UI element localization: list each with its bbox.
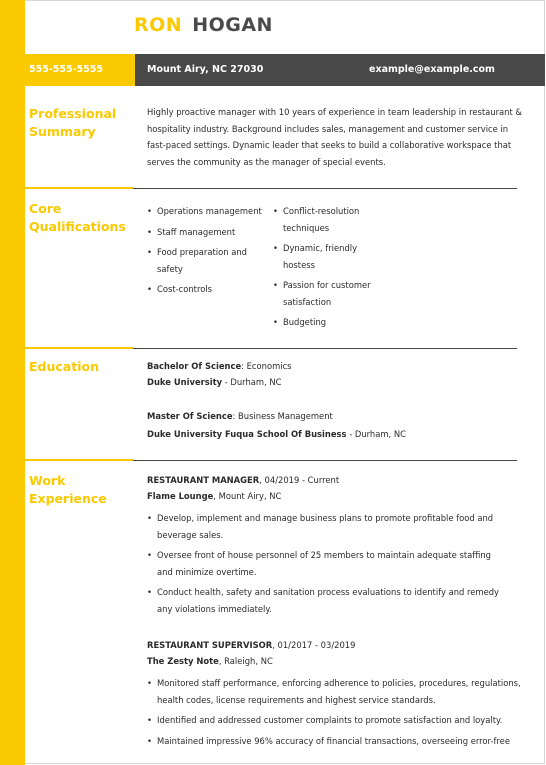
list-item: • Passion for customer satisfaction bbox=[273, 277, 383, 310]
qualifications-list-left bbox=[147, 203, 267, 302]
last-name: HOGAN bbox=[192, 14, 273, 36]
job-duties-list bbox=[147, 675, 522, 753]
list-item: • Develop, implement and manage business plans to promote profitable food and beverage sales. bbox=[147, 510, 507, 543]
job-title-line: RESTAURANT SUPERVISOR, 01/2017 - 03/2019 bbox=[147, 640, 356, 650]
side-accent-bar bbox=[0, 0, 25, 765]
list-item: • Conduct health, safety and sanitation process evaluations to identify and remedy any violations immediately. bbox=[147, 584, 507, 617]
education-degree: Bachelor Of Science: Economics bbox=[147, 361, 292, 371]
phone-number: 555-555-5555 bbox=[29, 64, 103, 75]
list-item: • Conflict-resolution techniques bbox=[273, 203, 383, 236]
list-item: • Dynamic, friendly hostess bbox=[273, 240, 383, 273]
list-item: • Staff management bbox=[147, 224, 267, 241]
education-school: Duke University Fuqua School Of Business - Durham, NC bbox=[147, 429, 406, 439]
job-duties-list bbox=[147, 510, 507, 621]
job-company-line: Flame Lounge, Mount Airy, NC bbox=[147, 491, 282, 501]
experience-title: Work Experience bbox=[29, 473, 107, 506]
list-item: • Food preparation and safety bbox=[147, 244, 267, 277]
list-item: • Cost-controls bbox=[147, 281, 267, 298]
summary-title: Professional Summary bbox=[29, 106, 117, 139]
section-divider bbox=[133, 348, 517, 349]
qualifications-title: Core Qualifications bbox=[29, 201, 126, 234]
summary-text: Highly proactive manager with 10 years of experience in team leadership in restaurant & hospitality industry. Background includes sales, management and customer service in fast-paced settings. Dynamic leader that seeks to build a collaborative workspace that serves the community as the manager of special events. bbox=[147, 107, 522, 167]
list-item: • Budgeting bbox=[273, 314, 383, 331]
list-item: • Maintained impressive 96% accuracy of financial transactions, overseeing error-free bbox=[147, 733, 522, 750]
section-divider-accent bbox=[25, 347, 133, 349]
first-name: RON bbox=[134, 14, 183, 36]
list-item: • Operations management bbox=[147, 203, 267, 220]
list-item: • Identified and addressed customer complaints to promote satisfaction and loyalty. bbox=[147, 712, 522, 729]
section-divider bbox=[133, 460, 517, 461]
list-item: • Monitored staff performance, enforcing adherence to policies, procedures, regulations, health codes, license requirements and highest service standards. bbox=[147, 675, 522, 708]
email: example@example.com bbox=[369, 64, 495, 75]
section-divider bbox=[133, 188, 517, 189]
list-item: • Oversee front of house personnel of 25 members to maintain adequate staffing and minimize overtime. bbox=[147, 547, 507, 580]
job-company-line: The Zesty Note, Raleigh, NC bbox=[147, 656, 273, 666]
location: Mount Airy, NC 27030 bbox=[147, 64, 264, 75]
education-school: Duke University - Durham, NC bbox=[147, 377, 282, 387]
qualifications-list-right bbox=[273, 203, 383, 335]
education-title: Education bbox=[29, 359, 99, 374]
education-degree: Master Of Science: Business Management bbox=[147, 411, 333, 421]
section-divider-accent bbox=[25, 459, 133, 461]
job-title-line: RESTAURANT MANAGER, 04/2019 - Current bbox=[147, 475, 340, 485]
candidate-name bbox=[134, 14, 273, 36]
section-divider-accent bbox=[25, 187, 133, 189]
